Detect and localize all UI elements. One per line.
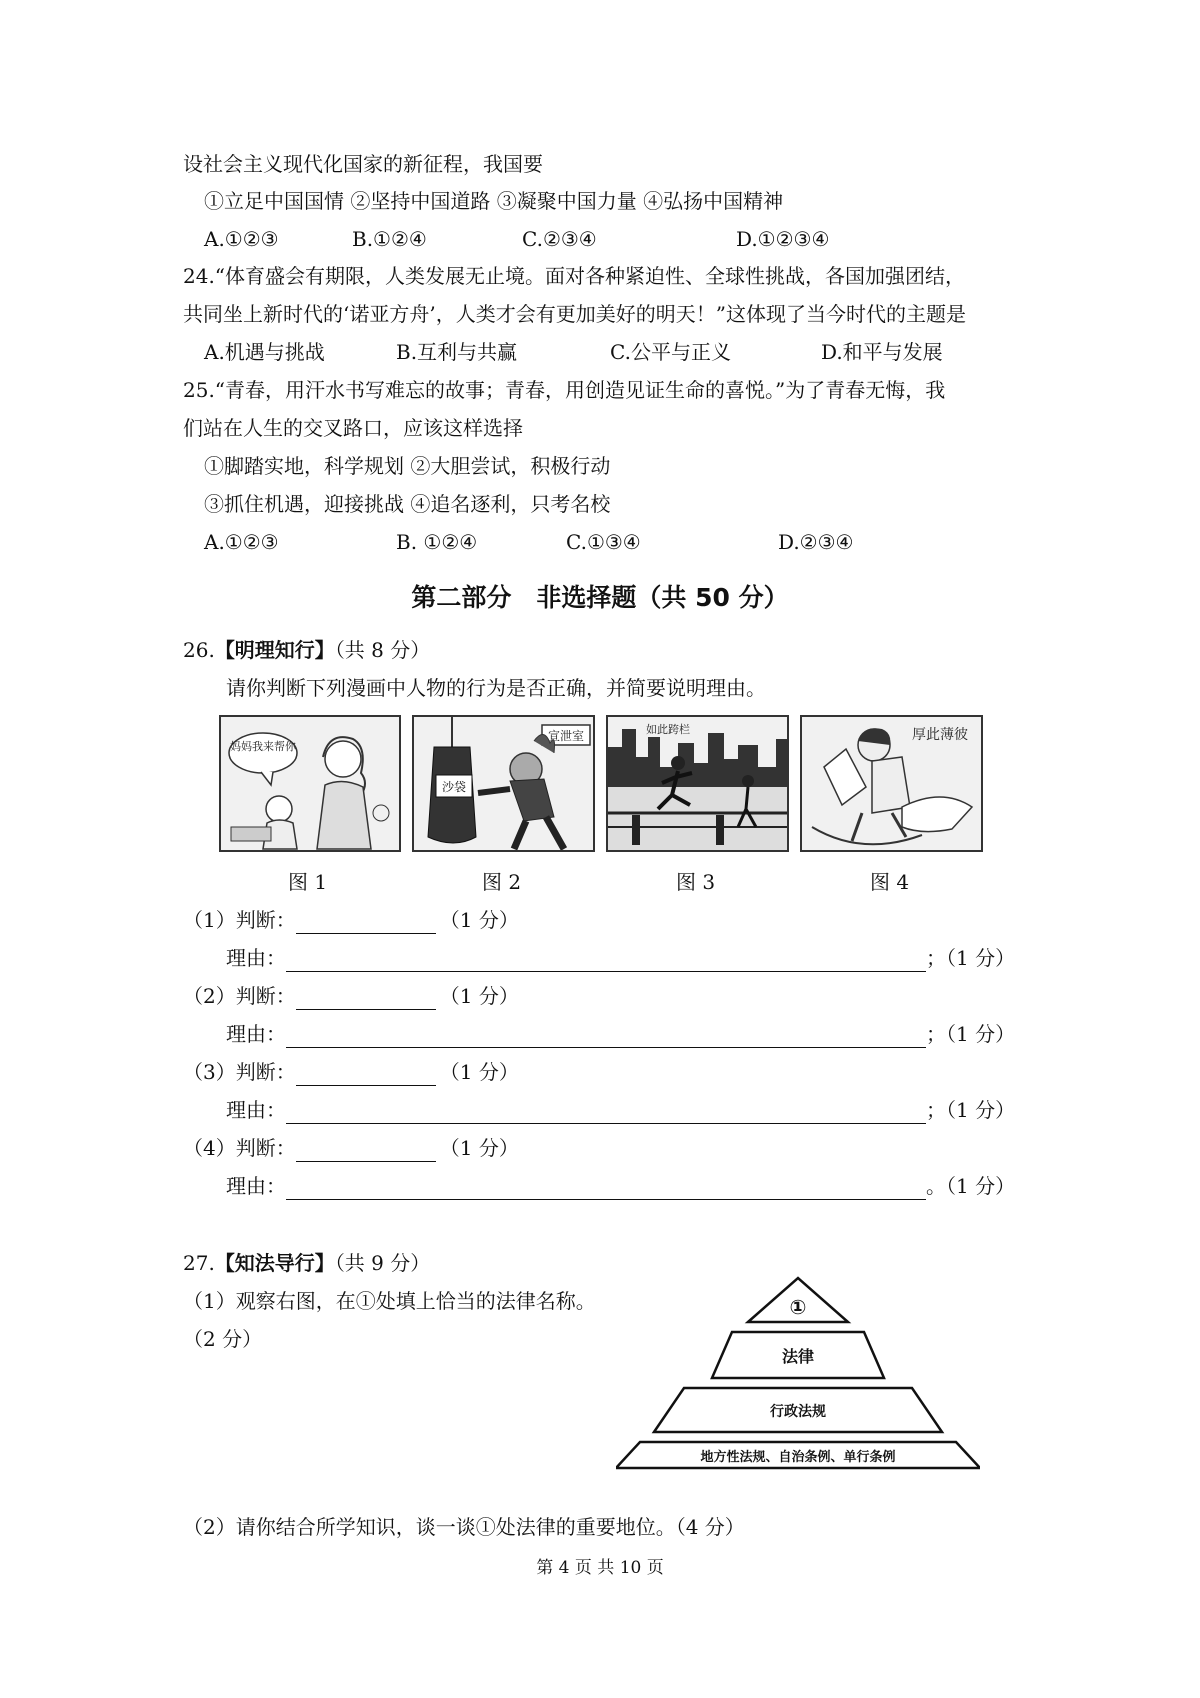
pyramid-label-2: 法律 [781, 1347, 815, 1366]
q27-number: 27. [183, 1251, 215, 1275]
q26-reason-1-label: 理由： [226, 946, 286, 970]
section2-title: 第二部分 非选择题（共 50 分） [411, 583, 789, 612]
q26-reason-1 [226, 944, 1015, 972]
q26-instruction: 请你判断下列漫画中人物的行为是否正确，并简要说明理由。 [226, 676, 766, 700]
q26-score: （共 8 分） [334, 638, 431, 662]
q27-score: （共 9 分） [334, 1251, 431, 1275]
fig-label-1: 图 1 [288, 870, 328, 894]
fig-label-3: 图 3 [676, 870, 716, 894]
q26-reason-1-blank[interactable] [286, 949, 926, 972]
q26-judge-2-label: （2）判断： [183, 984, 296, 1008]
fig-label-2: 图 2 [482, 870, 522, 894]
q26-reason-2-blank[interactable] [286, 1025, 926, 1048]
q26-reason-3-blank[interactable] [286, 1101, 926, 1124]
q26-reason-4-label: 理由： [226, 1174, 286, 1198]
comic-3-illustration [608, 717, 789, 852]
q26-judge-4 [183, 1134, 519, 1162]
q26-tag: 【明理知行】 [214, 638, 335, 662]
comic-1-illustration [221, 717, 401, 852]
comic-1-bubble: 妈妈我来帮你 [230, 740, 296, 753]
q27-header [183, 1249, 430, 1277]
q27-tag: 【知法导行】 [214, 1251, 335, 1275]
q26-reason-3-label: 理由： [226, 1098, 286, 1122]
fig-label-4: 图 4 [870, 870, 910, 894]
comic-2-bag-label: 沙袋 [441, 780, 467, 794]
q26-judge-3-score: （1 分） [439, 1060, 519, 1084]
q25-line1: 25.“青春，用汗水书写难忘的故事；青春，用创造见证生命的喜悦。”为了青春无悔，我 [183, 378, 946, 402]
q23-items: ①立足中国国情 ②坚持中国道路 ③凝聚中国力量 ④弘扬中国精神 [204, 189, 784, 213]
law-pyramid-diagram [616, 1270, 980, 1470]
q26-reason-3 [226, 1096, 1015, 1124]
q24-line1: 24.“体育盛会有期限，人类发展无止境。面对各种紧迫性、全球性挑战，各国加强团结， [183, 264, 966, 288]
comic-panel-3 [606, 715, 789, 852]
q26-judge-4-score: （1 分） [439, 1136, 519, 1160]
q26-header [183, 636, 430, 664]
q24-option-b: B.互利与共赢 [396, 340, 518, 364]
q26-judge-2-score: （1 分） [439, 984, 519, 1008]
q25-items1: ①脚踏实地，科学规划 ②大胆尝试，积极行动 [204, 454, 611, 478]
q26-judge-4-label: （4）判断： [183, 1136, 296, 1160]
page-footer: 第 4 页 共 10 页 [536, 1558, 664, 1578]
q24-line2: 共同坐上新时代的‘诺亚方舟’，人类才会有更加美好的明天！”这体现了当今时代的主题是 [183, 302, 966, 326]
q23-option-b: B.①②④ [352, 227, 427, 251]
q23-option-a: A.①②③ [204, 227, 279, 251]
q27-sub1-score: （2 分） [183, 1327, 263, 1351]
q24-option-c: C.公平与正义 [610, 340, 731, 364]
q26-reason-2 [226, 1020, 1015, 1048]
pyramid-label-4: 地方性法规、自治条例、单行条例 [700, 1450, 896, 1465]
pyramid-label-1: ① [789, 1295, 807, 1319]
q26-judge-1-blank[interactable] [296, 911, 436, 934]
q25-option-c: C.①③④ [566, 530, 641, 554]
q26-judge-1-label: （1）判断： [183, 908, 296, 932]
q26-reason-3-end: ；（1 分） [926, 1098, 1016, 1122]
q26-judge-2 [183, 982, 519, 1010]
q26-judge-3-blank[interactable] [296, 1063, 436, 1086]
comic-2-illustration [414, 717, 595, 852]
comic-panel-4 [800, 715, 983, 852]
q23-option-c: C.②③④ [522, 227, 597, 251]
q27-sub1: （1）观察右图，在①处填上恰当的法律名称。 [183, 1289, 596, 1313]
q26-reason-4 [226, 1172, 1015, 1200]
comic-2-sign: 宣泄室 [547, 729, 585, 743]
q26-judge-3 [183, 1058, 519, 1086]
q24-option-d: D.和平与发展 [821, 340, 943, 364]
q26-judge-1-score: （1 分） [439, 908, 519, 932]
q26-reason-1-end: ；（1 分） [926, 946, 1016, 970]
q23-stem-tail: 设社会主义现代化国家的新征程，我国要 [183, 152, 543, 176]
comic-panel-2 [412, 715, 595, 852]
comic-4-illustration [802, 717, 983, 852]
q26-reason-4-end: 。（1 分） [926, 1174, 1016, 1198]
q24-option-a: A.机遇与挑战 [204, 340, 325, 364]
q26-reason-2-label: 理由： [226, 1022, 286, 1046]
q26-judge-3-label: （3）判断： [183, 1060, 296, 1084]
q26-judge-4-blank[interactable] [296, 1139, 436, 1162]
q25-option-b: B. ①②④ [396, 530, 478, 554]
q26-judge-2-blank[interactable] [296, 987, 436, 1010]
q25-option-d: D.②③④ [778, 530, 854, 554]
comic-panel-1 [219, 715, 401, 852]
q26-reason-4-blank[interactable] [286, 1177, 926, 1200]
comic-3-caption: 如此跨栏 [646, 723, 690, 736]
q23-option-d: D.①②③④ [736, 227, 830, 251]
comic-4-caption: 厚此薄彼 [912, 727, 968, 743]
q26-judge-1 [183, 906, 519, 934]
q25-items2: ③抓住机遇，迎接挑战 ④追名逐利，只考名校 [204, 492, 611, 516]
q25-line2: 们站在人生的交叉路口，应该这样选择 [183, 416, 523, 440]
q26-reason-2-end: ；（1 分） [926, 1022, 1016, 1046]
q27-sub2: （2）请你结合所学知识，谈一谈①处法律的重要地位。（4 分） [183, 1515, 745, 1539]
q25-option-a: A.①②③ [204, 530, 279, 554]
pyramid-label-3: 行政法规 [770, 1404, 826, 1420]
q26-number: 26. [183, 638, 215, 662]
